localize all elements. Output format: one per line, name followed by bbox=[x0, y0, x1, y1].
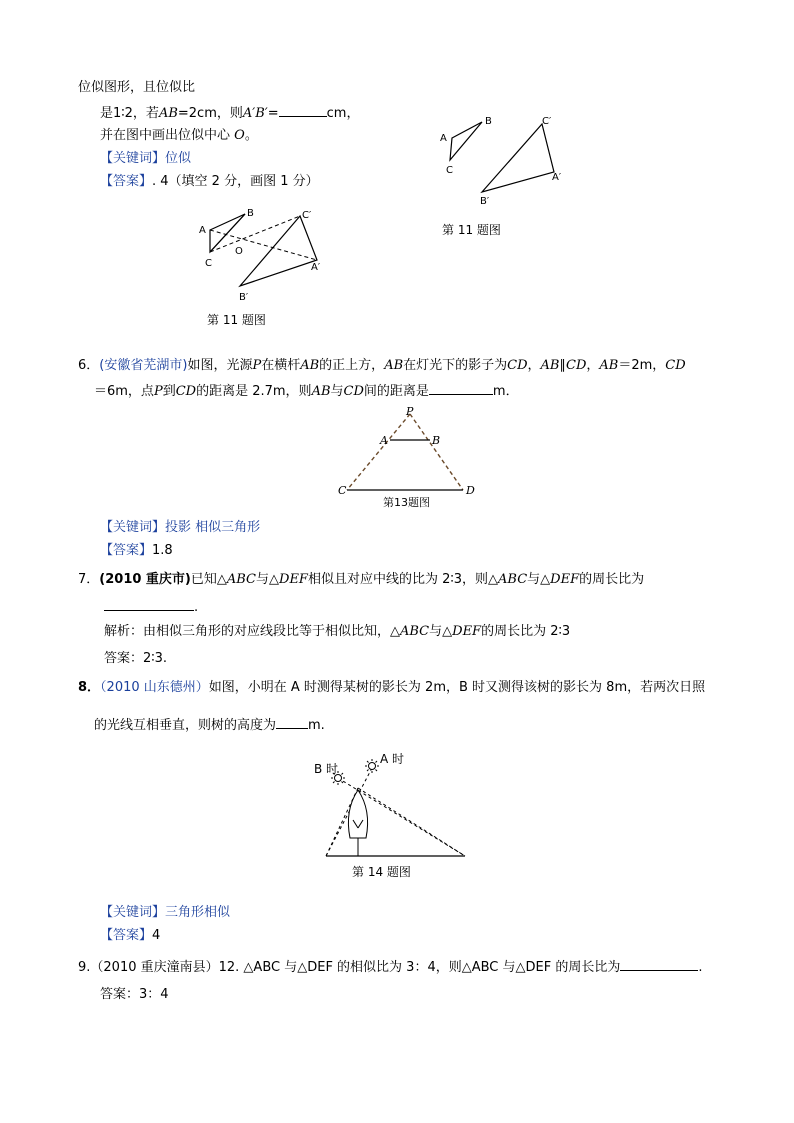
q8-answer: 【答案】4 bbox=[100, 928, 161, 943]
answer-blank bbox=[104, 597, 194, 611]
q6-figure bbox=[335, 406, 485, 510]
label-Ap: A′ bbox=[552, 172, 562, 183]
q8-keyword: 【关键词】三角形相似 bbox=[100, 905, 231, 920]
large-triangle bbox=[240, 216, 317, 286]
label-B: B bbox=[247, 208, 254, 219]
q7-blank-line: . bbox=[104, 597, 198, 617]
label-Cp: C′ bbox=[542, 116, 552, 127]
label-Bp: B′ bbox=[239, 292, 249, 303]
ray-P-C bbox=[347, 414, 410, 490]
label-D: D bbox=[466, 484, 475, 497]
q9-answer: 答案：3：4 bbox=[100, 987, 169, 1002]
q6-line2: ＝6m，点P到CD的距离是 2.7m，则AB与CD间的距离是 m． bbox=[94, 381, 519, 401]
label-A: A bbox=[199, 225, 206, 236]
q5-keyword: 【关键词】位似 bbox=[100, 151, 192, 166]
label-C: C bbox=[446, 165, 453, 176]
label-B: B bbox=[485, 116, 492, 127]
dashed-A-Ap bbox=[210, 230, 317, 260]
q5-answer: 【答案】. 4（填空 2 分，画图 1 分） bbox=[100, 174, 319, 189]
q8-figure bbox=[310, 748, 480, 880]
sun-icon-A bbox=[365, 759, 379, 773]
label-Cp: C′ bbox=[302, 210, 312, 221]
label-A: A bbox=[380, 434, 388, 447]
label-Bp: B′ bbox=[480, 196, 490, 207]
small-triangle bbox=[450, 122, 482, 160]
q9-question: 9.（2010 重庆潼南县）12. △ABC 与△DEF 的相似比为 3：4，则△ABC 与△DEF 的周长比为 . bbox=[78, 957, 703, 977]
label-A-time: A 时 bbox=[380, 752, 405, 766]
q5-line1: 位似图形，且位似比 bbox=[78, 80, 196, 95]
tree-icon bbox=[348, 790, 367, 856]
ray-P-D bbox=[410, 414, 463, 490]
answer-blank bbox=[620, 957, 698, 971]
label-O: O bbox=[235, 246, 243, 257]
figure-caption: 第13题图 bbox=[383, 496, 430, 509]
q5-figure-right bbox=[430, 110, 570, 240]
q6-keyword: 【关键词】投影 相似三角形 bbox=[100, 520, 261, 535]
q8-line1: 8．（2010 山东德州）如图，小明在 A 时测得某树的影长为 2m，B 时又测得该树的影长为 8m，若两次日照 bbox=[78, 680, 706, 695]
q6-answer: 【答案】1.8 bbox=[100, 543, 173, 558]
label-C: C bbox=[338, 484, 347, 497]
label-P: P bbox=[406, 406, 414, 418]
figure-caption: 第 11 题图 bbox=[207, 313, 266, 327]
label-A: A bbox=[440, 133, 447, 144]
label-C: C bbox=[205, 258, 212, 269]
label-B-time: B 时 bbox=[314, 762, 339, 776]
large-triangle bbox=[482, 124, 554, 192]
figure-caption: 第 14 题图 bbox=[352, 865, 411, 879]
answer-blank bbox=[429, 381, 493, 395]
figure-caption: 第 11 题图 bbox=[442, 223, 501, 237]
q8-line2: 的光线互相垂直，则树的高度为 m. bbox=[94, 715, 325, 735]
q5-line3: 并在图中画出位似中心 O。 bbox=[100, 128, 258, 143]
label-B: B bbox=[432, 434, 441, 447]
q7-question: 7．(2010 重庆市)已知△ABC与△DEF相似且对应中线的比为 2∶3，则△ABC与△DEF的周长比为 bbox=[78, 572, 645, 587]
q5-figure-left bbox=[195, 200, 345, 330]
q6-line1: 6．(安徽省芜湖市)如图，光源P在横杆AB的正上方，AB在灯光下的影子为CD，AB∥CD，AB＝2m，CD bbox=[78, 358, 686, 373]
answer-blank bbox=[279, 103, 327, 117]
ray-A bbox=[358, 788, 465, 856]
q7-answer: 答案：2∶3. bbox=[104, 651, 168, 666]
label-Ap: A′ bbox=[311, 262, 321, 273]
answer-blank bbox=[276, 715, 308, 729]
q7-analysis: 解析：由相似三角形的对应线段比等于相似比知，△ABC与△DEF的周长比为 2∶3 bbox=[104, 624, 571, 639]
q5-line2: 是1∶2，若AB=2cm，则A′B′= cm， bbox=[100, 103, 359, 123]
